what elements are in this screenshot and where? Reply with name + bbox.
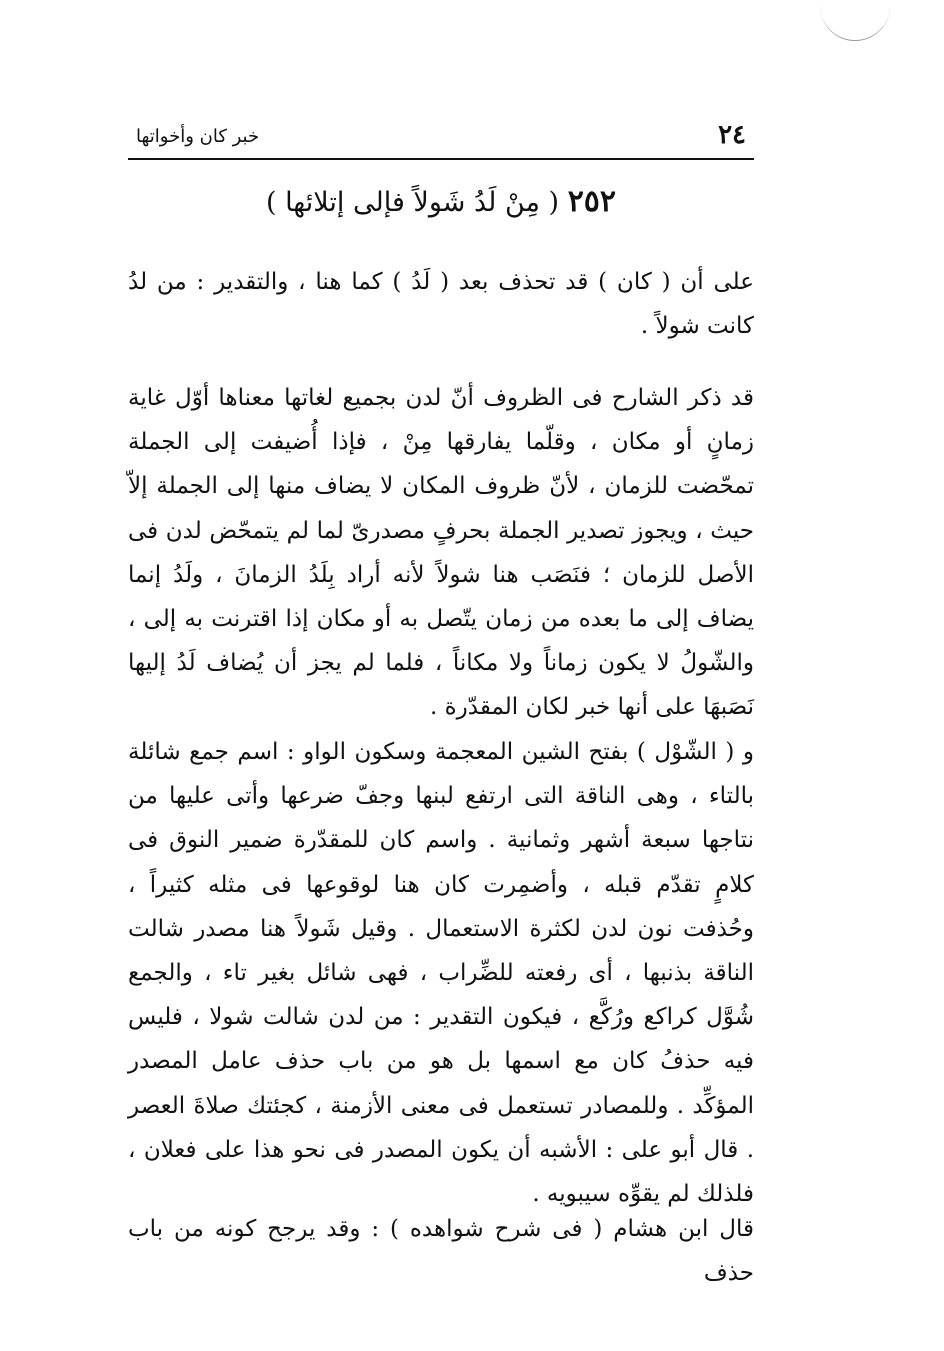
paragraph-commentary-4: قال ابن هشام ( فى شرح شواهده ) : وقد يرجح كونه من باب حذف — [128, 1216, 754, 1287]
verse-text: ( مِنْ لَدُ شَولاً فإلى إتلائها ) — [265, 187, 560, 218]
verse-heading — [128, 182, 754, 221]
page-header — [128, 118, 754, 160]
scan-corner-arc — [820, 0, 890, 41]
page-number: ٢٤ — [718, 120, 746, 150]
paragraph-commentary-3: و ( الشّوْل ) بفتح الشين المعجمة وسكون الواو : اسم جمع شائلة بالتاء ، وهى الناقة التى ارتفع لبنها وجفّ ضرعها وأتى عليها من نتاجها سبعة أشهر وثمانية . واسم كان للمقدّرة ضمير النوق فى كلامٍ تقدّم قبله ، وأضمِرت كان هنا لوقوعها فى مثله كثيراً ، وحُذفت نون لدن لكثرة الاستعمال . وقيل شَولاً هنا مصدر شالت الناقة بذنبها ، أى رفعته للضِّراب ، فهى شائل بغير تاء ، والجمع شُوَّل كراكع ورُكَّع ، فيكون التقدير : من لدن شالت شولا ، فليس فيه حذفُ كان مع اسمها بل هو من باب حذف عامل المصدر المؤكِّد . وللمصادر تستعمل فى معنى الأزمنة ، كجئتك صلاةَ العصر . قال أبو على : الأشبه أن يكون المصدر فى نحو هذا على فعلان ، فلذلك لم يقوِّه سيبويه . — [128, 739, 754, 1208]
paragraph-commentary-2: قد ذكر الشارح فى الظروف أنّ لدن بجميع لغاتها معناها أوّل غاية زمانٍ أو مكان ، وقلّما يفارقها مِنْ ، فإذا أُضيفت إلى الجملة تمحّضت للزمان ، لأنّ ظروف المكان لا يضاف منها إلى الجملة إلاّ حيث ، ويجوز تصدير الجملة بحرفٍ مصدرىّ لما لم يتمحّض لدن فى الأصل للزمان ؛ فنَصَب هنا شولاً لأنه أراد بِلَدُ الزمانَ ، ولَدُ إنما يضاف إلى ما بعده من زمان يتّصل به أو مكان إذا اقترنت به إلى ، والشّولُ لا يكون زماناً ولا مكاناً ، فلما لم يجز أن يُضاف لَدُ إليها نَصَبهَا على أنها خبر لكان المقدّرة . — [128, 385, 754, 721]
verse-number: ٢٥٢ — [567, 184, 617, 219]
paragraph-commentary-1: على أن ( كان ) قد تحذف بعد ( لَدُ ) كما هنا ، والتقدير : من لدُ كانت شولاً . — [128, 269, 754, 340]
running-title: خبر كان وأخواتها — [136, 126, 260, 147]
